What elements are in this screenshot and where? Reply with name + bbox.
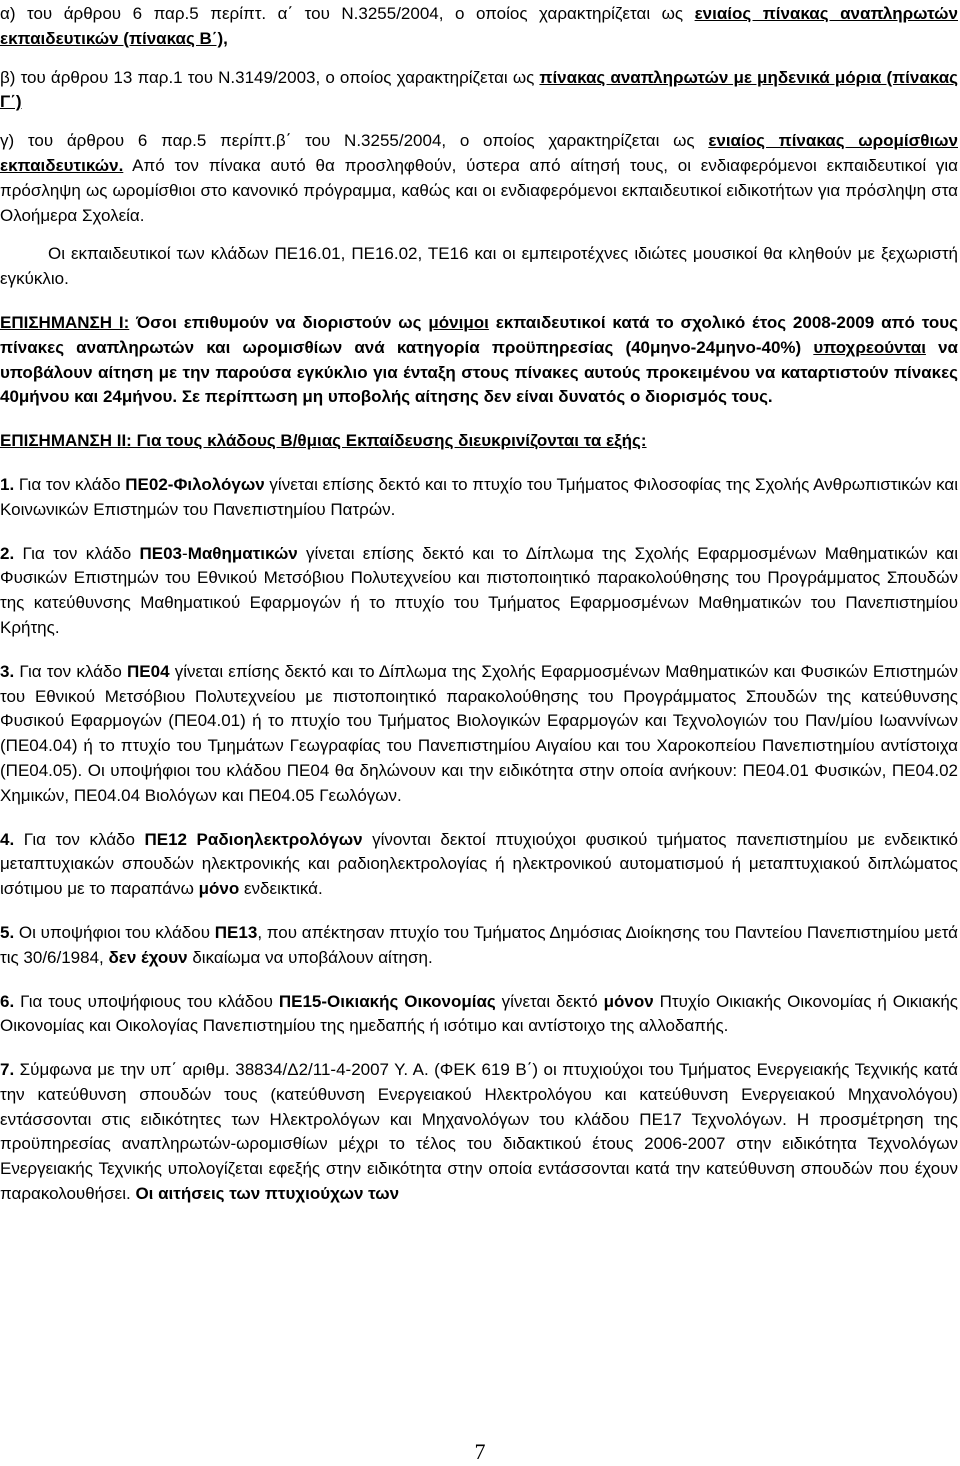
text: εκπαιδευτικοί κατά το σχολικό έτος 2008-2009 από τους πίνακες αναπληρωτών και ωρομισθίων ανά κατηγορία προϋπηρεσίας (40μηνο-24μηνο-40%) xyxy=(0,312,958,357)
item-5 xyxy=(0,921,958,971)
item-6 xyxy=(0,990,958,1040)
notice-one xyxy=(0,311,958,410)
branch-name: ΠΕ12 Ραδιοηλεκτρολόγων xyxy=(144,829,363,849)
item-7 xyxy=(0,1058,958,1207)
obliged-term: υποχρεούνται xyxy=(813,337,926,357)
text: να υποβάλουν αίτηση με την παρούσα εγκύκλιο για ένταξη στους πίνακες αυτούς προκειμένου να καταρτιστούν πίνακες 40μήνου και 24μήνου. Σε περίπτωση μη υποβολής αίτησης δεν είναι δυνατός ο διορισμός τους. xyxy=(0,337,958,407)
item-2 xyxy=(0,542,958,641)
page-number: 7 xyxy=(474,1439,486,1464)
text: β) του άρθρου 13 παρ.1 του Ν.3149/2003, ο οποίος χαρακτηρίζεται ως xyxy=(0,67,540,87)
text: Όσοι επιθυμούν να διοριστούν ως xyxy=(129,312,429,332)
branch-name: ΠΕ15-Οικιακής Οικονομίας xyxy=(278,991,496,1011)
only-term: μόνο xyxy=(198,879,240,899)
item-1 xyxy=(0,473,958,523)
text: Για τον κλάδο xyxy=(14,829,145,849)
text: - xyxy=(182,543,188,563)
paragraph-music-teachers xyxy=(0,242,958,292)
branch-name: Μαθηματικών xyxy=(187,543,298,563)
item-number: 3. xyxy=(0,661,15,681)
text: α) του άρθρου 6 παρ.5 περίπτ. α΄ του Ν.3255/2004, ο οποίος χαρακτηρίζεται ως xyxy=(0,4,695,23)
item-number: 1. xyxy=(0,474,15,494)
hourly-teachers-table-term: ενιαίος πίνακας ωρομίσθιων εκπαιδευτικών. xyxy=(0,131,958,175)
text: δικαίωμα να υποβάλουν αίτηση. xyxy=(187,947,433,967)
branch-code: ΠΕ13 xyxy=(214,922,258,942)
text: γίνεται επίσης δεκτό και το πτυχίο του Τμήματος Φιλοσοφίας της Σχολής Ανθρωπιστικών και Κοινωνικών Επιστημών του Πανεπιστημίου Πατρών. xyxy=(0,474,958,519)
branch-code: ΠΕ04 xyxy=(127,661,170,681)
text: Για τον κλάδο xyxy=(14,474,126,494)
text: γίνεται επίσης δεκτό και το Δίπλωμα της Σχολής Εφαρμοσμένων Μαθηματικών και Φυσικών Επιστημών του Εθνικού Μετσόβιου Πολυτεχνείου με πιστοποιητικό παρακολούθησης του Προγράμματος Σπουδών της κατεύθυνσης Φυσικού Εφαρμογών (ΠΕ04.01) ή το πτυχίο του Τμήματος Βιολογικών Εφαρμογών και Τεχνολογιών του Παν/μίου Ιωαννίνων (ΠΕ04.04) ή το πτυχίο του Τμημάτων Γεωγραφίας του Πανεπιστημίου Αιγαίου και του Χαροκοπείου Πανεπιστημίου αντίστοιχα (ΠΕ04.05). Οι υποψήφιοι του κλάδου ΠΕ04 θα δηλώνουν και την ειδικότητα στην οποία ανήκουν: ΠΕ04.01 Φυσικών, ΠΕ04.02 Χημικών, ΠΕ04.04 Βιολόγων και ΠΕ04.05 Γεωλόγων. xyxy=(0,661,958,805)
branch-name: ΠΕ02-Φιλολόγων xyxy=(125,474,265,494)
paragraph-gamma xyxy=(0,129,958,228)
zero-points-table-term: πίνακας αναπληρωτών με μηδενικά μόρια (πίνακας Γ΄) xyxy=(0,67,958,112)
text: Από τον πίνακα αυτό θα προσληφθούν, ύστερα από αίτησή τους, οι ενδιαφερόμενοι εκπαιδευτικοί για πρόσληψη ως ωρομίσθιοι στο κανονικό πρόγραμμα, καθώς και οι ενδιαφερόμενοι εκπαιδευτικοί ειδικοτήτων για πρόσληψη στα Ολοήμερα Σχολεία. xyxy=(0,155,958,225)
text: Σύμφωνα με την υπ΄ αριθμ. 38834/Δ2/11-4-2007 Υ. Α. (ΦΕΚ 619 Β΄) οι πτυχιούχοι του Τμήματος Ενεργειακής Τεχνικής κατά την κατεύθυνση σπουδών τους (κατεύθυνση Ενεργειακού Ηλεκτρολόγου και κατεύθυνση Ενεργειακού Μηχανολόγου) εντάσσονται στις ειδικότητες των Ηλεκτρολόγων και Μηχανολόγων του κλάδου ΠΕ17 Τεχνολόγων. Η προσμέτρηση της προϋπηρεσίας αναπληρωτών-ωρομισθίων μέχρι το τέλος του διδακτικού έτους 2006-2007 στην ειδικότητα Τεχνολόγων Ενεργειακής Τεχνικής υπολογίζεται εφεξής στην ειδικότητα στην οποία εντάσσονται κατά την κατεύθυνση σπουδών που έχουν παρακολουθήσει. xyxy=(0,1060,958,1204)
item-4 xyxy=(0,828,958,902)
text: Για τον κλάδο xyxy=(14,661,127,681)
text: γίνεται επίσης δεκτό και το Δίπλωμα της Σχολής Εφαρμοσμένων Μαθηματικών και Φυσικών Επιστημών του Εθνικού Μετσόβιου Πολυτεχνείου και πιστοποιητικό παρακολούθησης του Προγράμματος Σπουδών της κατεύθυνσης Μαθηματικού Εφαρμογών ή το πτυχίο του Τμήματος Εφαρμοσμένων Μαθηματικών του Πανεπιστημίου Κρήτης. xyxy=(0,543,958,637)
item-number: 5. xyxy=(0,922,15,942)
text: Για τους υποψήφιους του κλάδου xyxy=(14,991,279,1011)
permanent-term: μόνιμοι xyxy=(428,312,489,332)
applications-term: Οι αιτήσεις των πτυχιούχων των xyxy=(135,1184,400,1204)
text: ενδεικτικά. xyxy=(239,879,323,899)
text: Για τον κλάδο xyxy=(14,543,140,563)
only-term: μόνον xyxy=(603,991,654,1011)
item-number: 2. xyxy=(0,543,15,563)
text: , που απέκτησαν πτυχίο του Τμήματος Δημόσιας Διοίκησης του Παντείου Πανεπιστημίου μετά τις 30/6/1984, xyxy=(0,922,958,967)
unified-substitutes-table-term: ενιαίος πίνακας αναπληρωτών εκπαιδευτικών (πίνακας Β΄), xyxy=(0,4,958,48)
text: γίνεται δεκτό xyxy=(495,991,604,1011)
text: γίνονται δεκτοί πτυχιούχοι φυσικού τμήματος πανεπιστημίου με ενδεικτικό μεταπτυχιακών σπουδών ηλεκτρονικής και ραδιοηλεκτρολογίας ή ηλεκτρονικού αυτοματισμού ή μεταπτυχιακού διπλώματος ισότιμου με το παραπάνω xyxy=(0,829,958,899)
no-right-term: δεν έχουν xyxy=(108,947,188,967)
item-number: 4. xyxy=(0,829,15,849)
branch-code: ΠΕ03 xyxy=(139,543,183,563)
text: ΕΠΙΣΗΜΑΝΣΗ ΙΙ: Για τους κλάδους Β/θμιας Εκπαίδευσης διευκρινίζονται τα εξής: xyxy=(0,431,647,451)
paragraph-alpha xyxy=(0,2,958,52)
notice-one-heading: ΕΠΙΣΗΜΑΝΣΗ Ι: xyxy=(0,312,130,332)
text: γ) του άρθρου 6 παρ.5 περίπτ.β΄ του Ν.3255/2004, ο οποίος χαρακτηρίζεται ως xyxy=(0,131,709,151)
item-3 xyxy=(0,660,958,809)
paragraph-beta xyxy=(0,66,958,116)
item-number: 6. xyxy=(0,991,15,1011)
text: Πτυχίο Οικιακής Οικονομίας ή Οικιακής Οικονομίας και Οικολογίας Πανεπιστημίου της ημεδαπής ή ισότιμο και αντίστοιχο της αλλοδαπής. xyxy=(0,991,958,1036)
text: Οι υποψήφιοι του κλάδου xyxy=(14,922,215,942)
text: Οι εκπαιδευτικοί των κλάδων ΠΕ16.01, ΠΕ16.02, ΤΕ16 και οι εμπειροτέχνες ιδιώτες μουσικοί θα κληθούν με ξεχωριστή εγκύκλιο. xyxy=(0,244,958,289)
item-number: 7. xyxy=(0,1060,15,1080)
notice-two-heading xyxy=(0,429,958,454)
